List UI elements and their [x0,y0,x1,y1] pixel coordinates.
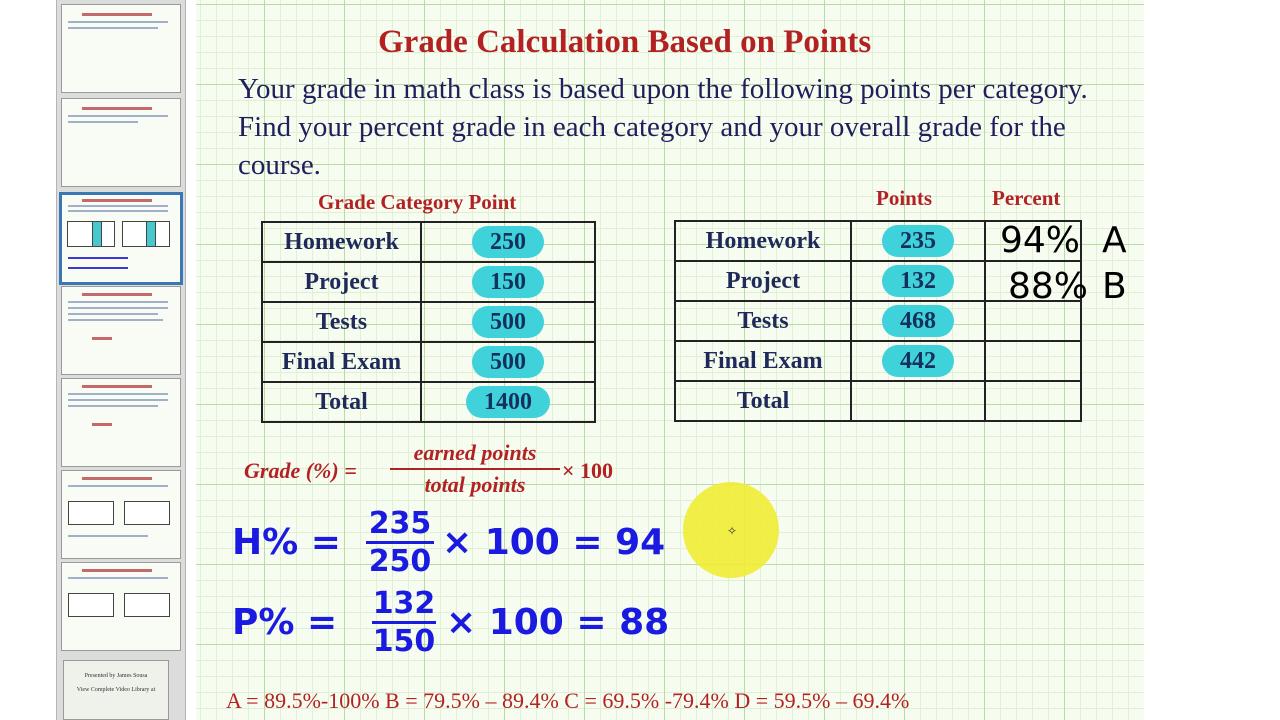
work-project-denominator: 150 [372,624,436,659]
table-row [675,341,1081,381]
work-homework-numerator: 235 [368,506,432,541]
category-cell: Tests [262,302,421,342]
points-cell [851,261,985,301]
handwritten-percent-homework: 94% [1000,220,1081,261]
problem-prompt: Your grade in math class is based upon the following points per category. Find your percent grade in each category and your overall grade for the course. [238,73,1088,181]
sidebar-footer-presenter: Presented by James Sousa [84,673,148,679]
table-row [675,301,1081,341]
points-cell [421,302,595,342]
category-points-table [261,221,596,423]
work-project-numerator: 132 [372,586,436,621]
slide-thumbnail-1[interactable] [61,4,181,93]
percent-cell [985,381,1081,421]
slide-thumbnail-4[interactable] [61,286,181,375]
work-homework-denominator: 250 [368,544,432,579]
work-project-lhs: P% = [232,602,338,643]
table-row [262,302,595,342]
highlighted-value: 500 [472,306,544,338]
category-cell: Homework [675,221,851,261]
formula-rhs: × 100 [562,458,614,483]
slide-thumbnail-3-active[interactable] [59,192,183,285]
highlighted-value: 500 [472,346,544,378]
work-project-rhs: × 100 = 88 [446,602,670,643]
highlighted-value: 132 [882,265,954,297]
handwritten-letter-project: B [1102,266,1127,307]
points-cell [421,262,595,302]
work-homework-lhs: H% = [232,522,341,563]
grading-scale: A = 89.5%-100% B = 79.5% – 89.4% C = 69.5% -79.4% D = 59.5% – 69.4% [226,688,910,713]
highlighted-value: 442 [882,345,954,377]
category-cell: Total [262,382,421,422]
percent-cell [985,301,1081,341]
highlighted-value: 150 [472,266,544,298]
points-cell [851,341,985,381]
category-cell: Total [675,381,851,421]
highlighted-value: 235 [882,225,954,257]
percent-cell [985,341,1081,381]
points-cell [421,222,595,262]
handwritten-percent-project: 88% [1008,266,1089,307]
sidebar-footer [63,660,169,720]
handwritten-letter-homework: A [1102,220,1127,261]
table-row [675,381,1081,421]
table-row [262,342,595,382]
slide-thumbnail-7[interactable] [61,562,181,651]
points-column-header: Points [876,186,933,210]
left-table-header: Grade Category Point [318,190,517,214]
work-homework-rhs: × 100 = 94 [442,522,666,563]
category-cell: Project [262,262,421,302]
slide-thumbnail-sidebar[interactable] [56,0,186,720]
table-row [262,382,595,422]
pointer-icon: ✧ [727,524,738,538]
points-cell [851,301,985,341]
points-cell [421,382,595,422]
slide-thumbnail-5[interactable] [61,378,181,467]
highlighted-value: 250 [472,226,544,258]
work-homework-fraction [366,506,434,579]
highlighted-value: 468 [882,305,954,337]
points-cell [851,381,985,421]
category-cell: Homework [262,222,421,262]
page-title: Grade Calculation Based on Points [378,24,872,60]
formula-fraction [390,440,560,498]
category-cell: Final Exam [262,342,421,382]
points-cell [421,342,595,382]
percent-column-header: Percent [992,186,1061,210]
category-cell: Final Exam [675,341,851,381]
slide-thumbnail-6[interactable] [61,470,181,559]
slide-thumbnail-2[interactable] [61,98,181,187]
highlighted-value: 1400 [466,386,550,418]
table-row [262,222,595,262]
formula-denominator: total points [424,472,526,497]
category-cell: Tests [675,301,851,341]
sidebar-footer-library: View Complete Video Library at [76,687,156,693]
table-row [262,262,595,302]
category-cell: Project [675,261,851,301]
formula-numerator: earned points [413,440,537,465]
work-project-fraction [372,586,436,659]
points-cell [851,221,985,261]
formula-lhs: Grade (%) = [244,458,357,483]
